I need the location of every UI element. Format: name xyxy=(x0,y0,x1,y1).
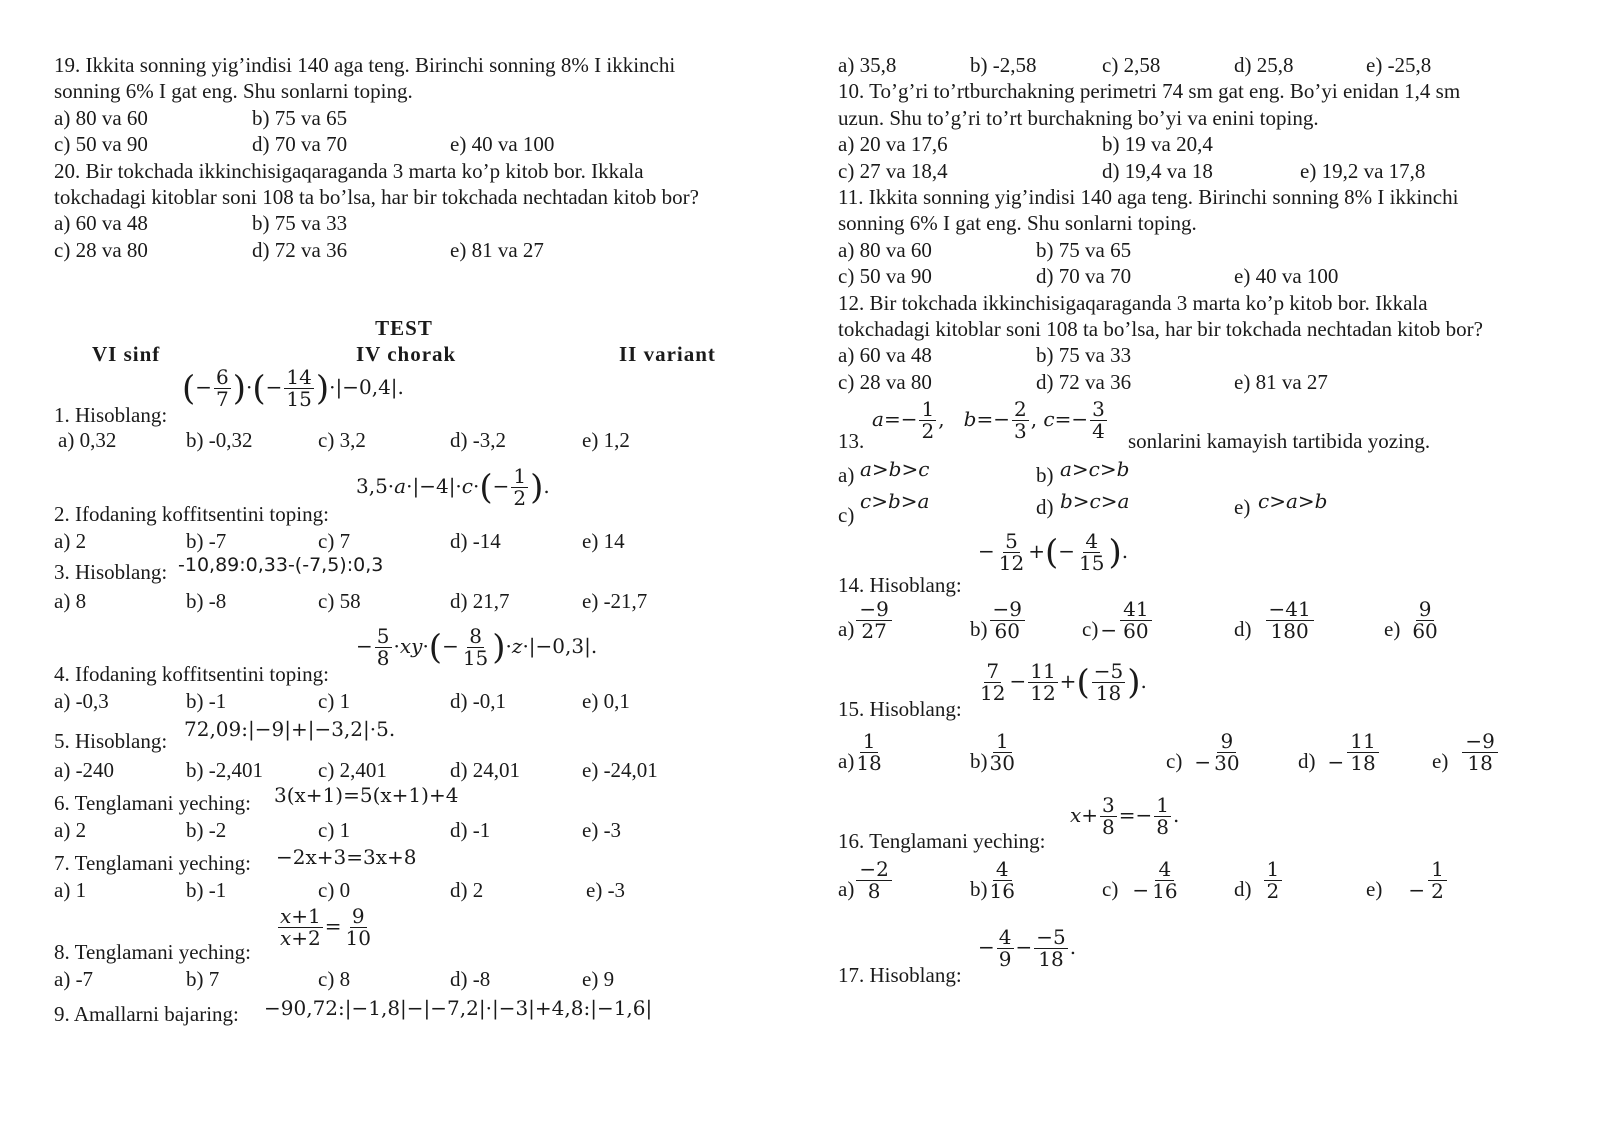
q3-option-b: b) -8 xyxy=(186,588,227,613)
q3-option-d: d) 21,7 xyxy=(450,588,510,613)
q13-expression: a=− $\frac{1}{2}$ , b=− $\frac{2}{3}$ , c=− $\frac{3}{4}$ xyxy=(872,397,1105,444)
q4-expression: − $\frac{5}{8}$ ·xy·(− $\frac{8}{15}$ )·z·|−0,3|. xyxy=(356,624,598,671)
q11-options-row2 xyxy=(838,263,1558,289)
q13-tail: sonlarini kamayish tartibida yozing. xyxy=(1128,429,1431,454)
q8-option-b: b) 7 xyxy=(186,966,220,991)
q19-options-row1 xyxy=(54,105,774,131)
q15-options xyxy=(838,723,1558,795)
q7-option-c: c) 0 xyxy=(318,878,351,903)
q5-block xyxy=(54,715,774,757)
q6-options xyxy=(54,817,774,843)
q14-option-e-label: e) xyxy=(1384,617,1401,642)
q11-text-1: 11. Ikkita sonning yig’indisi 140 aga teng. Birinchi sonning 8% I ikkinchi xyxy=(838,184,1459,209)
q2-block xyxy=(54,454,774,528)
q13-label: 13. xyxy=(838,429,865,454)
q9-option-a: a) 35,8 xyxy=(838,53,897,77)
q9-option-e: e) -25,8 xyxy=(1366,53,1432,77)
q14-option-c: c) − $\frac{41}{60}$ xyxy=(1082,599,1152,642)
q14-option-a-label: a) xyxy=(838,617,855,642)
q2-option-d: d) -14 xyxy=(450,528,501,553)
q12-options-row1 xyxy=(838,342,1558,368)
q16-block xyxy=(838,795,1558,853)
q12-option-b: b) 75 va 33 xyxy=(1036,343,1132,368)
q14-option-b-label: b) xyxy=(970,617,988,642)
q11-option-a: a) 80 va 60 xyxy=(838,237,932,262)
q1-options xyxy=(54,427,774,453)
q15-fraction-b: 1 30 xyxy=(989,729,1015,776)
q6-option-d: d) -1 xyxy=(450,818,491,843)
q11-options-row1 xyxy=(838,237,1558,263)
q12-option-e: e) 81 va 27 xyxy=(1234,369,1328,394)
q5-option-e: e) -24,01 xyxy=(582,757,658,782)
q16-options xyxy=(838,853,1558,927)
q10-option-d: d) 19,4 va 18 xyxy=(1102,158,1213,183)
q19-option-c: c) 50 va 90 xyxy=(54,132,148,157)
q16-option-d-label: d) xyxy=(1234,877,1252,902)
q10-option-e: e) 19,2 va 17,8 xyxy=(1300,158,1426,183)
q2-option-c: c) 7 xyxy=(318,528,351,553)
q8-option-c: c) 8 xyxy=(318,966,351,991)
q16-option-c: c) − $\frac{4}{16}$ xyxy=(1102,857,1178,904)
q16-option-b xyxy=(970,859,1015,902)
q1-expression: (− $\frac{6}{7}$ )·(− $\frac{14}{15}$ )·|−0,4|. xyxy=(182,365,404,412)
q14-fraction-a: −9 27 xyxy=(856,599,891,642)
q6-option-a: a) 2 xyxy=(54,818,87,843)
q4-option-a: a) -0,3 xyxy=(54,689,109,714)
q13-option-d: b>c>a xyxy=(1060,489,1130,514)
q19-option-d: d) 70 va 70 xyxy=(252,132,348,157)
q19-option-a: a) 80 va 60 xyxy=(54,105,148,130)
q19-option-b: b) 75 va 65 xyxy=(252,105,348,130)
right-column xyxy=(838,52,1558,989)
q6-option-e: e) -3 xyxy=(582,818,622,843)
q10-option-c: c) 27 va 18,4 xyxy=(838,158,948,183)
q12-option-a: a) 60 va 48 xyxy=(838,343,932,368)
q16-fraction-a: −2 8 xyxy=(856,859,891,902)
q15-label: 15. Hisoblang: xyxy=(838,697,962,722)
q11-option-b: b) 75 va 65 xyxy=(1036,237,1132,262)
q14-block xyxy=(838,531,1558,599)
q11-option-e: e) 40 va 100 xyxy=(1234,264,1339,289)
q16-option-c-label: c) xyxy=(1102,877,1119,902)
q13-option-d-label: d) xyxy=(1036,495,1054,520)
q13-option-b-label: b) xyxy=(1036,463,1054,488)
q8-label: 8. Tenglamani yeching: xyxy=(54,939,252,964)
q8-block xyxy=(54,904,774,966)
q6-option-c: c) 1 xyxy=(318,818,351,843)
q2-option-b: b) -7 xyxy=(186,528,227,553)
q16-option-e: e) − $\frac{1}{2}$ xyxy=(1366,859,1447,902)
q9-block xyxy=(54,992,774,1032)
q2-options xyxy=(54,528,774,554)
q10-text-1: 10. To’g’ri to’rtburchakning perimetri 74 sm gat eng. Bo’yi enidan 1,4 sm xyxy=(838,79,1461,104)
q2-option-a: a) 2 xyxy=(54,528,87,553)
q6-expression: 3(x+1)=5(x+1)+4 xyxy=(274,783,459,808)
q15-option-d: d) − $\frac{11}{18}$ xyxy=(1298,731,1379,774)
q16-label: 16. Tenglamani yeching: xyxy=(838,829,1046,854)
q20-option-d: d) 72 va 36 xyxy=(252,237,348,262)
quarter-label: IV chorak xyxy=(356,342,457,367)
q15-option-a-label: a) xyxy=(838,749,855,774)
grade-label: VI sinf xyxy=(92,342,161,367)
q14-option-a xyxy=(838,599,892,642)
q12-option-c: c) 28 va 80 xyxy=(838,369,932,394)
q16-option-e-label: e) xyxy=(1366,877,1383,902)
q12-option-d: d) 72 va 36 xyxy=(1036,369,1132,394)
q15-option-e-label: e) xyxy=(1432,749,1449,774)
q17-expression: − $\frac{4}{9}$ − $\frac{-5}{18}$ . xyxy=(978,925,1077,972)
q5-option-c: c) 2,401 xyxy=(318,757,387,782)
q16-fraction-b: 4 16 xyxy=(989,857,1015,904)
q4-option-d: d) -0,1 xyxy=(450,689,506,714)
q10-options-row2 xyxy=(838,158,1558,184)
q14-options xyxy=(838,599,1558,661)
q8-options xyxy=(54,966,774,992)
q19-text-1: 19. Ikkita sonning yig’indisi 140 aga teng. Birinchi sonning 8% I ikkinchi xyxy=(54,53,676,77)
q11-text-2: sonning 6% I gat eng. Shu sonlarni toping. xyxy=(838,211,1197,236)
q5-option-d: d) 24,01 xyxy=(450,757,520,782)
q10-option-a: a) 20 va 17,6 xyxy=(838,132,948,157)
q4-options xyxy=(54,688,774,714)
q15-option-c-label: c) xyxy=(1166,749,1183,774)
q13-option-b: a>c>b xyxy=(1060,457,1130,482)
q12-text-1: 12. Bir tokchada ikkinchisigaqaraganda 3 marta ko’p kitob bor. Ikkala xyxy=(838,290,1428,315)
q4-option-e: e) 0,1 xyxy=(582,689,630,714)
q10-text-2: uzun. Shu to’g’ri to’rt burchakning bo’yi va enini toping. xyxy=(838,105,1319,130)
q1-label: 1. Hisoblang: xyxy=(54,403,168,428)
q15-fraction-a: 1 18 xyxy=(856,729,882,776)
q20-options-row1 xyxy=(54,210,774,236)
q7-options xyxy=(54,877,774,903)
q14-option-d xyxy=(1234,599,1314,642)
q3-option-c: c) 58 xyxy=(318,588,361,613)
test-title: TEST xyxy=(375,316,433,341)
q8-option-e: e) 9 xyxy=(582,966,615,991)
q5-label: 5. Hisoblang: xyxy=(54,728,168,753)
q19-text-2: sonning 6% I gat eng. Shu sonlarni toping. xyxy=(54,79,413,104)
q13-option-e: c>a>b xyxy=(1258,489,1328,514)
q1-option-c: c) 3,2 xyxy=(318,428,366,453)
variant-label: II variant xyxy=(619,342,716,367)
q20-options-row2 xyxy=(54,237,774,263)
q14-option-b xyxy=(970,599,1025,642)
q5-expression: 72,09:|−9|+|−3,2|·5. xyxy=(184,716,396,741)
q15-expression: $\frac{7}{12}$ − $\frac{11}{12}$ +( $\frac{-5}{18}$ ). xyxy=(980,659,1147,706)
q6-label: 6. Tenglamani yeching: xyxy=(54,791,252,816)
q15-option-a xyxy=(838,731,882,774)
q8-option-d: d) -8 xyxy=(450,966,491,991)
q11-option-d: d) 70 va 70 xyxy=(1036,264,1132,289)
q4-option-c: c) 1 xyxy=(318,689,351,714)
q15-option-e xyxy=(1432,731,1498,774)
q1-option-a: a) 0,32 xyxy=(58,428,117,453)
q16-option-a xyxy=(838,859,892,902)
q14-expression: − $\frac{5}{12}$ +(− $\frac{4}{15}$ ). xyxy=(978,529,1129,576)
q17-block xyxy=(838,927,1558,989)
q5-options xyxy=(54,757,774,783)
q11-option-c: c) 50 va 90 xyxy=(838,264,932,289)
left-column xyxy=(54,52,774,1032)
q8-expression: $\frac{x+1}{x+2}$ = $\frac{9}{10}$ xyxy=(280,903,371,950)
q9-options xyxy=(838,52,1558,78)
q16-fraction-d: 1 2 xyxy=(1264,859,1283,902)
q13-option-c: c>b>a xyxy=(860,489,930,514)
q14-option-d-label: d) xyxy=(1234,617,1252,642)
q14-option-c-label: c) xyxy=(1082,617,1099,642)
q9-label: 9. Amallarni bajaring: xyxy=(54,1002,239,1027)
q16-option-d xyxy=(1234,859,1282,902)
q3-expression: -10,89:0,33-(-7,5):0,3 xyxy=(178,553,384,576)
q4-block xyxy=(54,614,774,688)
q14-fraction-e: 9 60 xyxy=(1412,597,1438,644)
q3-label: 3. Hisoblang: xyxy=(54,559,168,584)
q13-block xyxy=(838,395,1558,457)
q14-fraction-d: −41 180 xyxy=(1266,599,1314,642)
q15-block xyxy=(838,661,1558,723)
q20-text-2: tokchadagi kitoblar soni 108 ta bo’lsa, har bir tokchada nechtadan kitob bor? xyxy=(54,184,699,209)
q3-block xyxy=(54,554,774,588)
q14-fraction-b: −9 60 xyxy=(990,599,1025,642)
q5-option-b: b) -2,401 xyxy=(186,757,263,782)
q6-option-b: b) -2 xyxy=(186,818,227,843)
q16-fraction-c: $\frac{4}{16}$ xyxy=(1152,857,1178,904)
q20-option-a: a) 60 va 48 xyxy=(54,211,148,236)
q13-option-e-label: e) xyxy=(1234,495,1251,520)
q7-label: 7. Tenglamani yeching: xyxy=(54,851,252,876)
q15-option-c: c) − $\frac{9}{30}$ xyxy=(1166,729,1240,776)
q14-label: 14. Hisoblang: xyxy=(838,573,962,598)
q19-option-e: e) 40 va 100 xyxy=(450,132,555,157)
q16-option-b-label: b) xyxy=(970,877,988,902)
q10-option-b: b) 19 va 20,4 xyxy=(1102,132,1213,157)
q9-option-c: c) 2,58 xyxy=(1102,53,1161,77)
q3-option-e: e) -21,7 xyxy=(582,588,648,613)
q1-option-d: d) -3,2 xyxy=(450,428,506,453)
q2-option-e: e) 14 xyxy=(582,528,625,553)
q2-label: 2. Ifodaning koffitsentini toping: xyxy=(54,501,329,526)
q7-option-e: e) -3 xyxy=(586,878,626,903)
q15-fraction-c: $\frac{9}{30}$ xyxy=(1214,729,1240,776)
q5-option-a: a) -240 xyxy=(54,757,115,782)
q20-text-1: 20. Bir tokchada ikkinchisigaqaraganda 3 marta ko’p kitob bor. Ikkala xyxy=(54,158,644,183)
q15-option-b xyxy=(970,731,1015,774)
q17-label: 17. Hisoblang: xyxy=(838,963,962,988)
q13-option-c-label: c) xyxy=(838,503,855,528)
q4-label: 4. Ifodaning koffitsentini toping: xyxy=(54,662,329,687)
q3-option-a: a) 8 xyxy=(54,588,87,613)
q9-expression: −90,72:|−1,8|−|−7,2|·|−3|+4,8:|−1,6| xyxy=(264,996,653,1021)
q20-option-e: e) 81 va 27 xyxy=(450,237,544,262)
q20-option-c: c) 28 va 80 xyxy=(54,237,148,262)
q3-options xyxy=(54,588,774,614)
q10-options-row1 xyxy=(838,131,1558,157)
q13-options-row2 xyxy=(838,489,1558,531)
q8-option-a: a) -7 xyxy=(54,966,94,991)
q19-options-row2 xyxy=(54,131,774,157)
q1-option-e: e) 1,2 xyxy=(582,428,630,453)
q9-option-b: b) -2,58 xyxy=(970,53,1037,77)
q9-option-d: d) 25,8 xyxy=(1234,53,1294,77)
q15-fraction-e: −9 18 xyxy=(1462,731,1497,774)
q16-option-a-label: a) xyxy=(838,877,855,902)
q14-fraction-c: $\frac{41}{60}$ xyxy=(1120,599,1151,642)
q1-option-b: b) -0,32 xyxy=(186,428,253,453)
q7-expression: −2x+3=3x+8 xyxy=(276,845,417,870)
q4-option-b: b) -1 xyxy=(186,689,227,714)
q7-option-b: b) -1 xyxy=(186,878,227,903)
q6-block xyxy=(54,783,774,817)
q15-fraction-d: $\frac{11}{18}$ xyxy=(1347,731,1378,774)
q12-text-2: tokchadagi kitoblar soni 108 ta bo’lsa, har bir tokchada nechtadan kitob bor? xyxy=(838,316,1483,341)
q16-fraction-e: $\frac{1}{2}$ xyxy=(1428,859,1447,902)
q7-option-d: d) 2 xyxy=(450,878,484,903)
q1-block xyxy=(54,367,774,427)
q13-options-row1 xyxy=(838,457,1558,489)
q15-option-d-label: d) xyxy=(1298,749,1316,774)
q7-block xyxy=(54,843,774,877)
q13-option-a-label: a) xyxy=(838,463,855,488)
q12-options-row2 xyxy=(838,369,1558,395)
q16-expression: x+ $\frac{3}{8}$ =− $\frac{1}{8}$ . xyxy=(1070,793,1180,840)
q20-option-b: b) 75 va 33 xyxy=(252,211,348,236)
q2-expression: 3,5·a·|−4|·c·(− $\frac{1}{2}$ ). xyxy=(356,463,550,510)
q15-option-b-label: b) xyxy=(970,749,988,774)
q14-option-e xyxy=(1384,599,1438,642)
q13-option-a: a>b>c xyxy=(860,457,930,482)
q7-option-a: a) 1 xyxy=(54,878,87,903)
test-header-row xyxy=(54,341,774,367)
